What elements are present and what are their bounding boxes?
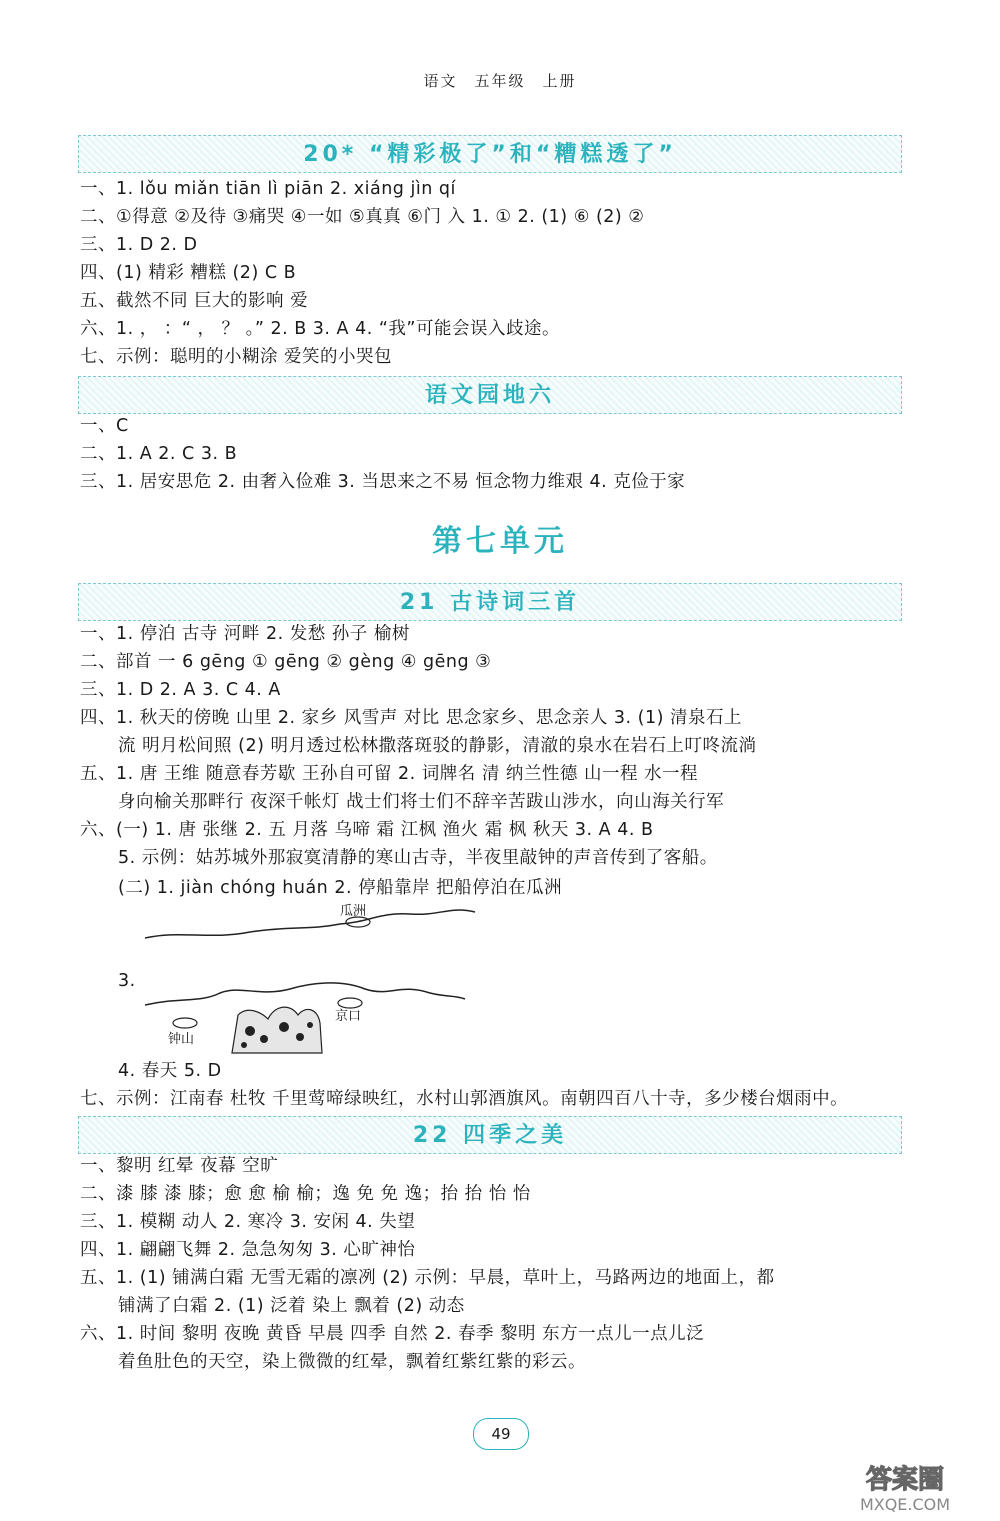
- answer-line: 流 明月松间照 (2) 明月透过松林撒落斑驳的静影，清澈的泉水在岩石上叮咚流淌: [118, 736, 757, 756]
- answer-line: 四、(1) 精彩 糟糕 (2) C B: [80, 263, 297, 283]
- answer-line: 六、(一) 1. 唐 张继 2. 五 月落 乌啼 霜 江枫 渔火 霜 枫 秋天 3. A 4. B: [80, 820, 654, 840]
- answer-line: 着鱼肚色的天空，染上微微的红晕，飘着红紫红紫的彩云。: [118, 1352, 586, 1372]
- answer-line: 三、1. 模糊 动人 2. 寒冷 3. 安闲 4. 失望: [80, 1212, 416, 1232]
- answer-line: 三、1. D 2. A 3. C 4. A: [80, 680, 281, 700]
- section-title: 22 四季之美: [412, 1123, 568, 1148]
- answer-line: 5. 示例：姑苏城外那寂寞清静的寒山古寺，半夜里敲钟的声音传到了客船。: [118, 848, 718, 868]
- page-number: 49: [473, 1418, 529, 1450]
- answer-line: 五、1. (1) 铺满白霜 无雪无霜的凛冽 (2) 示例：早晨，草叶上，马路两边的地面上，都: [80, 1268, 775, 1288]
- river-sketch-jingkou: [140, 975, 470, 1060]
- map-label-jingkou: 京口: [335, 1009, 362, 1024]
- svg-text:答案圈: 答案圈: [865, 1465, 945, 1495]
- answer-line: 二、漆 膝 漆 膝；愈 愈 榆 榆；逸 免 免 逸；抬 抬 怡 怡: [80, 1184, 531, 1204]
- answer-line: 身向榆关那畔行 夜深千帐灯 战士们将士们不辞辛苦跋山涉水，向山海关行军: [118, 792, 725, 812]
- answer-line: 五、1. 唐 王维 随意春芳歇 王孙自可留 2. 词牌名 清 纳兰性德 山一程 水一程: [80, 764, 699, 784]
- answer-line: 四、1. 秋天的傍晚 山里 2. 家乡 风雪声 对比 思念家乡、思念亲人 3. (1) 清泉石上: [80, 708, 743, 728]
- section-banner-20: [78, 135, 902, 173]
- map-label-zhongshan: 钟山: [168, 1032, 195, 1047]
- section-title: 21 古诗词三首: [399, 590, 581, 615]
- answer-line: 3.: [118, 971, 136, 991]
- answer-line: 三、1. 居安思危 2. 由奢入俭难 3. 当思来之不易 恒念物力维艰 4. 克俭于家: [80, 472, 686, 492]
- answer-line: 铺满了白霜 2. (1) 泛着 染上 飘着 (2) 动态: [118, 1296, 465, 1316]
- section-title: 语文园地六: [424, 383, 555, 408]
- river-sketch-guazhou: [140, 900, 480, 950]
- answer-line: 二、①得意 ②及待 ③痛哭 ④一如 ⑤真真 ⑥门 入 1. ① 2. (1) ⑥ (2) ②: [80, 207, 645, 227]
- answer-line: 六、1. 时间 黎明 夜晚 黄昏 早晨 四季 自然 2. 春季 黎明 东方一点儿一点儿泛: [80, 1324, 705, 1344]
- answer-line: 二、1. A 2. C 3. B: [80, 444, 238, 464]
- map-label-guazhou: 瓜洲: [340, 904, 367, 919]
- section-banner-22: [78, 1116, 902, 1154]
- answer-line: 一、黎明 红晕 夜幕 空旷: [80, 1156, 279, 1176]
- answer-line: 4. 春天 5. D: [118, 1061, 222, 1081]
- answer-line: (二) 1. jiàn chóng huán 2. 停船靠岸 把船停泊在瓜洲: [118, 878, 563, 898]
- answer-line: 一、1. lǒu miǎn tiān lì piān 2. xiáng jìn qí: [80, 179, 456, 199]
- svg-text:MXQE.COM: MXQE.COM: [859, 1495, 951, 1514]
- answer-line: 一、C: [80, 416, 129, 436]
- answer-line: 七、示例：聪明的小糊涂 爱笑的小哭包: [80, 347, 393, 367]
- answer-line: 五、截然不同 巨大的影响 爱: [80, 291, 309, 311]
- answer-line: 七、示例：江南春 杜牧 千里莺啼绿映红，水村山郭酒旗风。南朝四百八十寺，多少楼台烟雨中。: [80, 1089, 849, 1109]
- watermark-logo: [820, 1458, 990, 1516]
- section-banner-garden6: [78, 376, 902, 414]
- section-title: 20* “精彩极了”和“糟糕透了”: [303, 142, 677, 167]
- unit-title: 第七单元: [432, 524, 568, 559]
- answer-line: 三、1. D 2. D: [80, 235, 198, 255]
- answer-line: 一、1. 停泊 古寺 河畔 2. 发愁 孙子 榆树: [80, 624, 410, 644]
- section-banner-21: [78, 583, 902, 621]
- answer-line: 四、1. 翩翩飞舞 2. 急急匆匆 3. 心旷神怡: [80, 1240, 416, 1260]
- answer-line: 二、部首 一 6 gēng ① gēng ② gèng ④ gēng ③: [80, 652, 492, 672]
- page-header: 语文 五年级 上册: [423, 72, 577, 90]
- answer-line: 六、1. ， ：“ ， ？ 。” 2. B 3. A 4. “我”可能会误入歧途。: [80, 319, 560, 339]
